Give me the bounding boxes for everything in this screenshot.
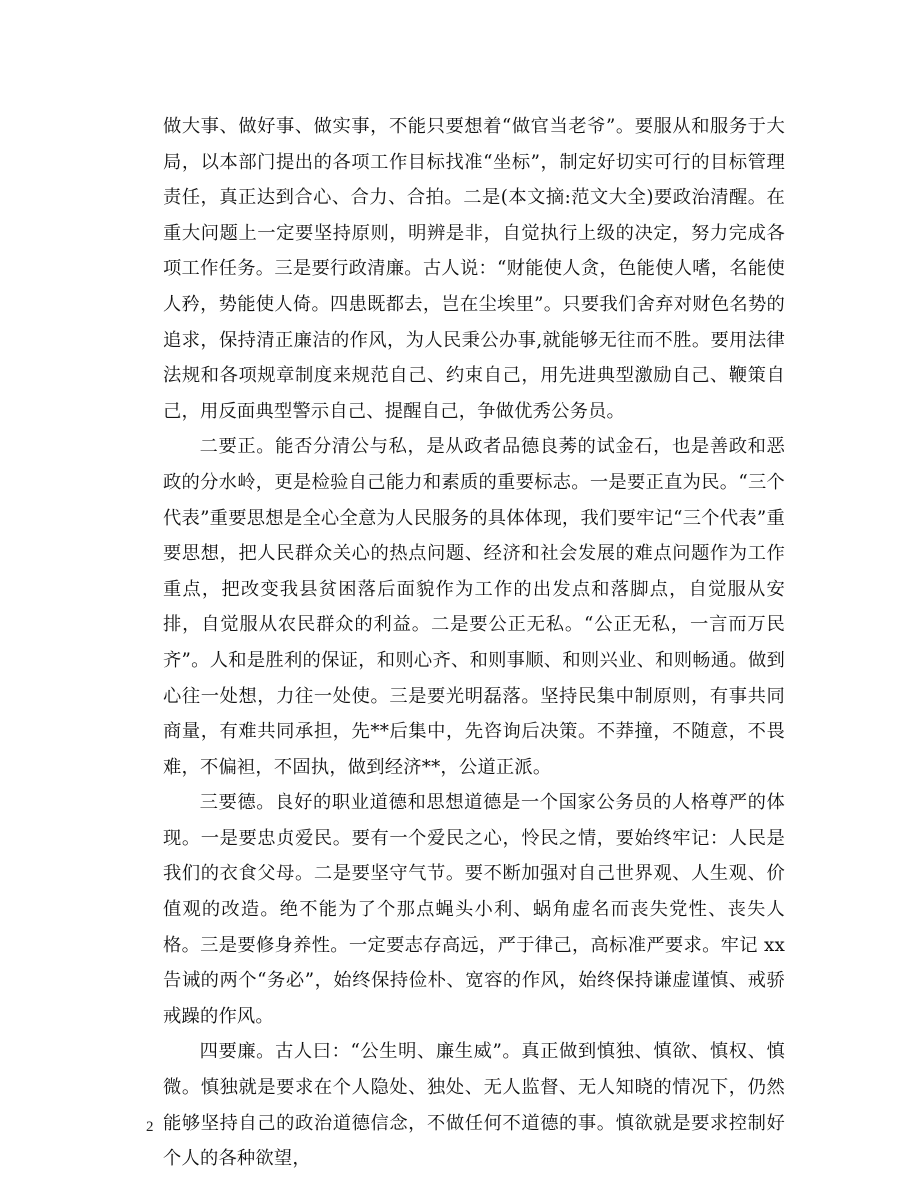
document-body bbox=[163, 109, 785, 1177]
paragraph-continued: 做大事、做好事、做实事，不能只要想着“做官当老爷”。要服从和服务于大局，以本部门提出的各项工作目标找准“坐标”，制定好切实可行的目标管理责任，真正达到合心、合力、合拍。二是(本文摘:范文大全)要政治清醒。在重大问题上一定要坚持原则，明辨是非，自觉执行上级的决定，努力完成各项工作任务。三是要行政清廉。古人说：“财能使人贪，色能使人嗜，名能使人矜，势能使人倚。四患既都去，岂在尘埃里”。只要我们舍弃对财色名势的追求，保持清正廉洁的作风，为人民秉公办事,就能够无往而不胜。要用法律法规和各项规章制度来规范自己、约束自己，用先进典型激励自己、鞭策自己，用反面典型警示自己、提醒自己，争做优秀公务员。 bbox=[163, 116, 785, 422]
paragraph-san-yao-de: 三要德。良好的职业道德和思想道德是一个国家公务员的人格尊严的体现。一是要忠贞爱民。要有一个爱民之心，怜民之情，要始终牢记：人民是我们的衣食父母。二是要坚守气节。要不断加强对自己世界观、人生观、价值观的改造。绝不能为了个那点蝇头小利、蜗角虚名而丧失党性、丧失人格。三是要修身养性。一定要志存高远，严于律己，高标准严要求。牢记 xx 告诫的两个“务必”，始终保持俭朴、宽容的作风，始终保持谦虚谨慎、戒骄戒躁的作风。 bbox=[163, 792, 785, 1027]
page-number: 2 bbox=[146, 1119, 154, 1135]
paragraph-er-yao-zheng: 二要正。能否分清公与私，是从政者品德良莠的试金石，也是善政和恶政的分水岭，更是检验自己能力和素质的重要标志。一是要正直为民。“三个代表”重要思想是全心全意为人民服务的具体体现，我们要牢记“三个代表”重要思想，把人民群众关心的热点问题、经济和社会发展的难点问题作为工作重点，把改变我县贫困落后面貌作为工作的出发点和落脚点，自觉服从安排，自觉服从农民群众的利益。二是要公正无私。“公正无私，一言而万民齐”。人和是胜利的保证，和则心齐、和则事顺、和则兴业、和则畅通。做到心往一处想，力往一处使。三是要光明磊落。坚持民集中制原则，有事共同商量，有难共同承担，先**后集中，先咨询后决策。不莽撞，不随意，不畏难，不偏袒，不固执，做到经济**，公道正派。 bbox=[163, 436, 785, 778]
paragraph-si-yao-lian: 四要廉。古人曰：“公生明、廉生威”。真正做到慎独、慎欲、慎权、慎微。慎独就是要求在个人隐处、独处、无人监督、无人知晓的情况下，仍然能够坚持自己的政治道德信念，不做任何不道德的事。慎欲就是要求控制好个人的各种欲望， bbox=[163, 1041, 785, 1170]
